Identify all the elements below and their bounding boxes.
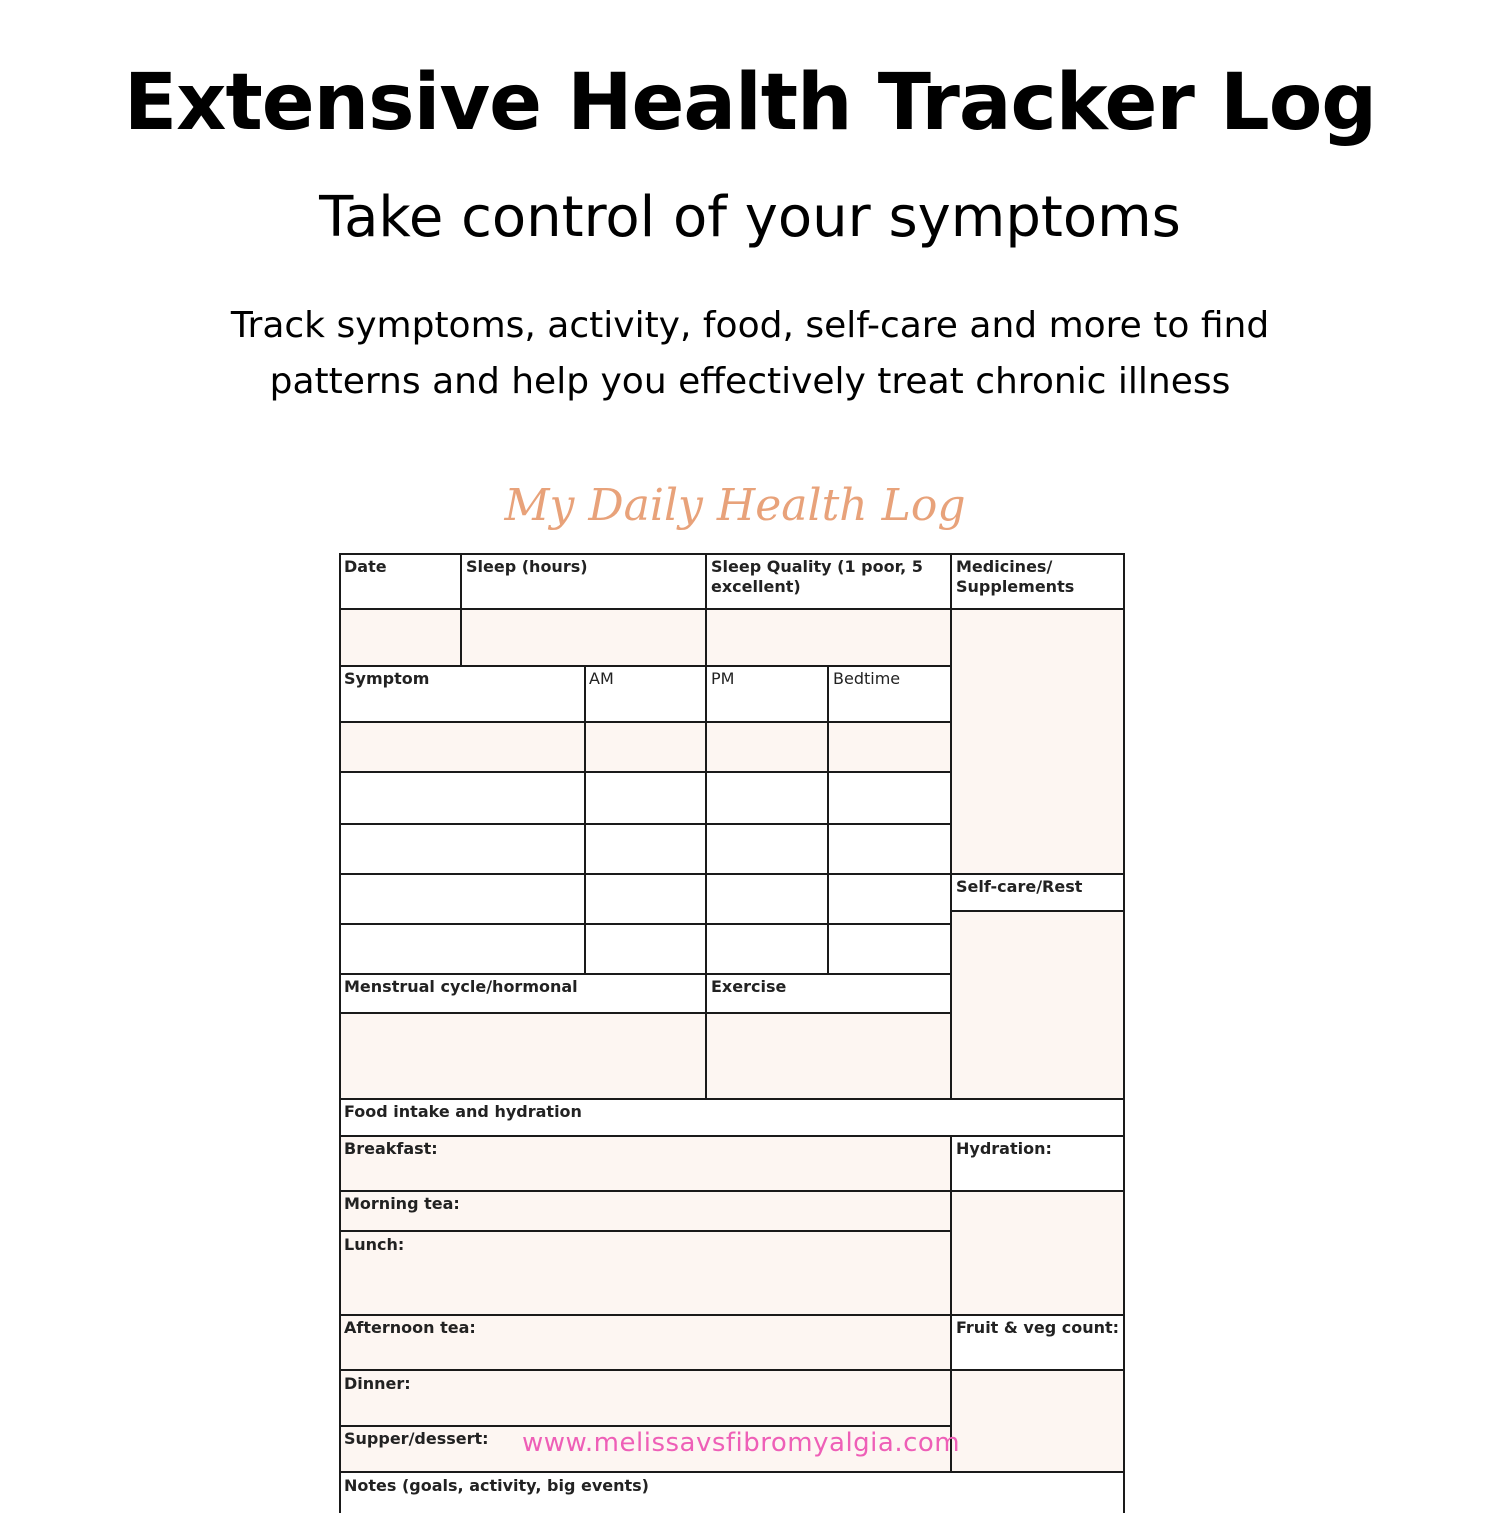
notes-label: Notes (goals, activity, big events)	[344, 1476, 649, 1495]
exercise-label: Exercise	[711, 977, 787, 996]
pm-label: PM	[711, 669, 735, 688]
am-label: AM	[589, 669, 614, 688]
divider	[339, 665, 951, 667]
divider	[339, 1012, 951, 1014]
divider	[460, 553, 462, 666]
divider	[339, 973, 951, 975]
divider	[950, 1136, 952, 1472]
divider	[339, 923, 951, 925]
fruit-veg-label: Fruit & veg count:	[956, 1318, 1120, 1337]
food-intake-label: Food intake and hydration	[344, 1102, 582, 1121]
divider	[339, 1314, 1125, 1316]
divider	[705, 666, 707, 1099]
page-description	[200, 298, 1300, 410]
sleep-quality-label: Sleep Quality (1 poor, 5 excellent)	[711, 557, 923, 596]
afternoon-tea-label: Afternoon tea:	[344, 1318, 476, 1337]
divider	[339, 823, 951, 825]
symptom-label: Symptom	[344, 669, 430, 688]
self-care-label: Self-care/Rest	[956, 877, 1083, 896]
description-line-2: patterns and help you effectively treat chronic illness	[269, 361, 1231, 402]
medicines-label: Medicines/ Supplements	[956, 557, 1075, 596]
morning-tea-label: Morning tea:	[344, 1194, 460, 1213]
divider	[339, 1471, 1125, 1473]
page-title: Extensive Health Tracker Log	[123, 58, 1377, 148]
divider	[827, 666, 829, 974]
supper-label: Supper/dessert:	[344, 1429, 489, 1448]
breakfast-label: Breakfast:	[344, 1139, 438, 1158]
divider	[339, 608, 1125, 610]
divider	[950, 553, 952, 1099]
divider	[705, 553, 707, 666]
divider	[339, 1098, 1125, 1100]
bedtime-label: Bedtime	[833, 669, 901, 688]
divider	[339, 721, 951, 723]
dinner-label: Dinner:	[344, 1374, 411, 1393]
divider	[951, 910, 1125, 912]
health-log-form	[339, 553, 1125, 1513]
divider	[584, 666, 586, 974]
description-line-1: Track symptoms, activity, food, self-care and more to find	[230, 305, 1270, 346]
menstrual-label: Menstrual cycle/hormonal	[344, 977, 578, 996]
divider	[339, 873, 1125, 875]
date-label: Date	[344, 557, 387, 576]
hydration-label: Hydration:	[956, 1139, 1052, 1158]
divider	[339, 1425, 951, 1427]
page-subtitle: Take control of your symptoms	[319, 185, 1181, 250]
divider	[339, 1369, 1125, 1371]
website-watermark: www.melissavsfibromyalgia.com	[522, 1428, 961, 1458]
divider	[339, 1190, 1125, 1192]
sleep-hours-label: Sleep (hours)	[466, 557, 588, 576]
divider	[339, 1135, 1125, 1137]
divider	[339, 771, 951, 773]
divider	[339, 1230, 951, 1232]
border-top	[339, 553, 1125, 555]
lunch-label: Lunch:	[344, 1235, 405, 1254]
log-title: My Daily Health Log	[504, 480, 966, 531]
